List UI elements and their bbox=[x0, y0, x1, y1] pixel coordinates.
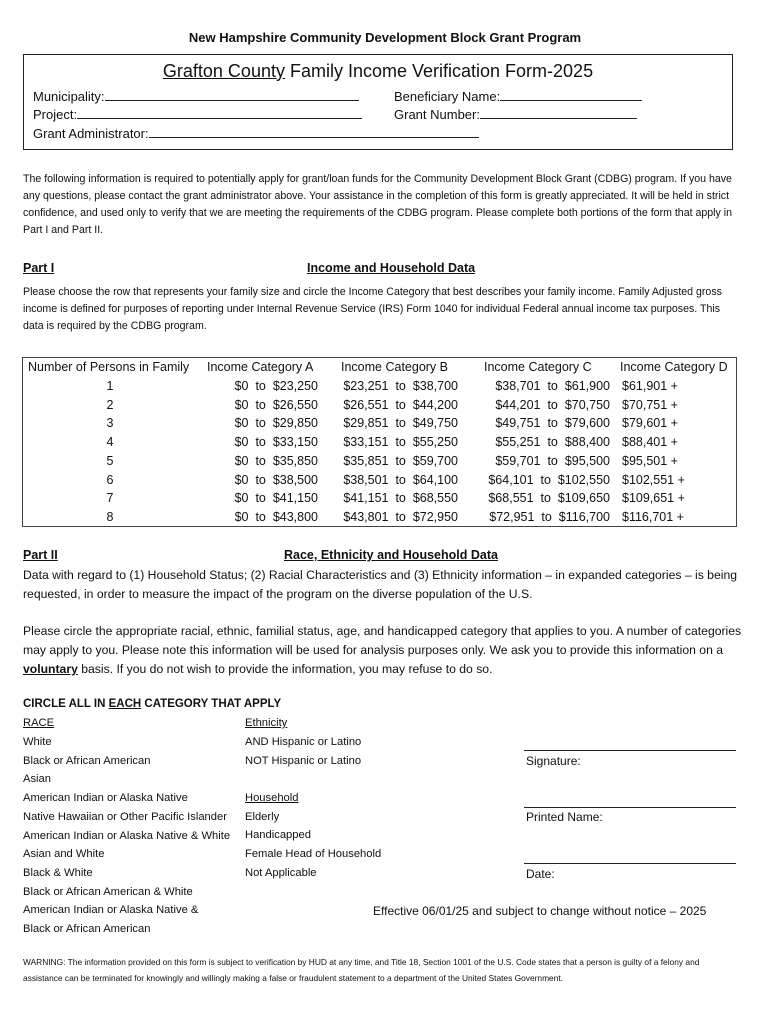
municipality-label: Municipality: bbox=[33, 89, 105, 104]
household-option[interactable]: Not Applicable bbox=[245, 867, 317, 879]
header-persons: Number of Persons in Family bbox=[28, 360, 190, 374]
circle-instruction bbox=[23, 698, 281, 710]
part2-para2-start: Please circle the appropriate racial, ethnic, familial status, age, and handicapped category that applies to you. A number of categories may apply to you. Please note this information will be used for analysis purposes only. We ask you to provide this information on a bbox=[23, 624, 742, 657]
category-a-cell: $0 to $29,850 bbox=[234, 416, 318, 431]
persons-count-cell: 7 bbox=[106, 491, 114, 506]
persons-count-cell: 2 bbox=[106, 397, 114, 412]
household-header: Household bbox=[245, 792, 299, 804]
category-a-cell: $0 to $43,800 bbox=[234, 509, 318, 524]
grant-administrator-line[interactable] bbox=[149, 125, 479, 138]
header-category-b: Income Category B bbox=[341, 360, 448, 374]
race-option[interactable]: Black or African American bbox=[23, 754, 151, 767]
project-line[interactable] bbox=[77, 106, 362, 119]
category-c-cell: $68,551 to $109,650 bbox=[488, 491, 610, 506]
race-option[interactable]: Black & White bbox=[23, 866, 93, 879]
race-option[interactable]: Asian and White bbox=[23, 848, 105, 861]
category-d-cell: $116,701 + bbox=[622, 509, 684, 524]
category-d-cell: $61,901 + bbox=[622, 379, 678, 393]
category-d-cell: $88,401 + bbox=[622, 435, 678, 450]
form-title bbox=[23, 61, 733, 82]
program-header: New Hampshire Community Development Block Grant Program bbox=[188, 30, 582, 45]
part2-paragraph-1: Data with regard to (1) Household Status; (2) Racial Characteristics and (3) Ethnicity information – in expanded categories – is being requested, in order to measure the impact of the program on the diverse population of the U.S. bbox=[23, 568, 738, 601]
grant-administrator-label: Grant Administrator: bbox=[33, 126, 149, 141]
beneficiary-field[interactable] bbox=[394, 88, 642, 104]
header-category-c: Income Category C bbox=[484, 360, 592, 374]
race-header: RACE bbox=[23, 717, 55, 729]
project-label: Project: bbox=[33, 107, 78, 122]
category-b-cell: $23,251 to $38,700 bbox=[343, 379, 458, 393]
category-d-cell: $79,601 + bbox=[622, 416, 678, 431]
race-option[interactable]: Native Hawaiian or Other Pacific Islander bbox=[23, 810, 227, 823]
part1-description: Please choose the row that represents your family size and circle the Income Category that best describes your family income. Family Adjusted gross income is defined for purposes of reporting under Internal Revenue Service (IRS) Form 1040 for individual Federal annual income tax purposes. This data is required by the CDBG program. bbox=[23, 286, 722, 332]
category-a-cell: $0 to $38,500 bbox=[234, 472, 318, 487]
category-b-cell: $35,851 to $59,700 bbox=[343, 453, 458, 468]
signature-line[interactable] bbox=[524, 750, 736, 751]
category-b-cell: $41,151 to $68,550 bbox=[343, 491, 458, 506]
part1-label: Part I bbox=[23, 261, 55, 275]
category-b-cell: $26,551 to $44,200 bbox=[343, 397, 458, 412]
category-b-cell: $33,151 to $55,250 bbox=[343, 435, 458, 450]
category-d-cell: $70,751 + bbox=[622, 397, 678, 412]
beneficiary-label: Beneficiary Name: bbox=[394, 89, 501, 104]
persons-count-cell: 8 bbox=[106, 509, 114, 524]
circle-each: EACH bbox=[108, 698, 142, 710]
part2-label: Part II bbox=[23, 548, 58, 562]
race-option[interactable]: Black or African American & White bbox=[23, 885, 193, 898]
municipality-line[interactable] bbox=[105, 88, 359, 101]
household-option[interactable]: Handicapped bbox=[245, 829, 311, 841]
warning-text: WARNING: The information provided on this form is subject to verification by HUD at any time, and Title 18, Section 1001 of the U.S. Code states that a person is guilty of a felony and assistance can be terminated for knowingly and willingly making a false or fraudulent statement to a department of the United States Government. bbox=[23, 957, 700, 983]
race-option[interactable]: White bbox=[23, 736, 52, 748]
project-field[interactable] bbox=[33, 106, 362, 122]
persons-count-cell: 4 bbox=[106, 435, 114, 450]
part2-title: Race, Ethnicity and Household Data bbox=[284, 548, 498, 562]
persons-count-cell: 1 bbox=[106, 379, 114, 393]
race-option[interactable]: American Indian or Alaska Native bbox=[23, 792, 188, 805]
ethnicity-option[interactable]: NOT Hispanic or Latino bbox=[245, 755, 362, 767]
printed-name-label: Printed Name: bbox=[526, 810, 603, 824]
county-name: Grafton County bbox=[162, 61, 285, 81]
race-option[interactable]: Asian bbox=[23, 773, 51, 786]
category-a-cell: $0 to $33,150 bbox=[234, 435, 318, 450]
household-option[interactable]: Female Head of Household bbox=[245, 848, 382, 860]
part2-para2-end: basis. If you do not wish to provide the information, you may refuse to do so. bbox=[77, 662, 493, 676]
circle-suffix: CATEGORY THAT APPLY bbox=[141, 698, 282, 710]
municipality-field[interactable] bbox=[33, 88, 359, 104]
circle-prefix: CIRCLE ALL IN bbox=[23, 698, 109, 710]
household-option[interactable]: Elderly bbox=[245, 811, 280, 823]
date-label: Date: bbox=[526, 867, 555, 881]
category-b-cell: $29,851 to $49,750 bbox=[343, 416, 458, 431]
grant-number-label: Grant Number: bbox=[394, 107, 480, 122]
persons-count-cell: 5 bbox=[106, 453, 114, 468]
category-a-cell: $0 to $23,250 bbox=[234, 379, 318, 393]
date-line[interactable] bbox=[524, 863, 736, 864]
persons-count-cell: 6 bbox=[106, 472, 114, 487]
voluntary-word: voluntary bbox=[23, 662, 78, 676]
part2-paragraph-2 bbox=[23, 622, 743, 679]
form-title-rest: Family Income Verification Form-2025 bbox=[284, 61, 594, 81]
category-c-cell: $49,751 to $79,600 bbox=[495, 416, 610, 431]
category-a-cell: $0 to $41,150 bbox=[234, 491, 318, 506]
signature-label: Signature: bbox=[526, 754, 581, 768]
grant-number-line[interactable] bbox=[480, 106, 637, 119]
category-a-cell: $0 to $35,850 bbox=[234, 453, 318, 468]
category-c-cell: $64,101 to $102,550 bbox=[488, 472, 610, 487]
intro-paragraph: The following information is required to potentially apply for grant/loan funds for the Community Development Block Grant (CDBG) program. If you have any questions, please contact the grant administrator above. Your assistance in the completion of this form is greatly appreciated. It will be held in strict confidence, and used only to verify that we are meeting the requirements of the CDBG program. Please complete both portions of the form that apply in Part I and Part II. bbox=[23, 173, 732, 236]
effective-date-note: Effective 06/01/25 and subject to change without notice – 2025 bbox=[373, 904, 707, 918]
race-option[interactable]: Black or African American bbox=[23, 923, 151, 935]
category-c-cell: $55,251 to $88,400 bbox=[495, 435, 610, 450]
race-option[interactable]: American Indian or Alaska Native & bbox=[23, 904, 199, 917]
grant-administrator-field[interactable] bbox=[33, 125, 479, 141]
race-option[interactable]: American Indian or Alaska Native & White bbox=[23, 829, 231, 842]
header-category-d: Income Category D bbox=[620, 360, 728, 374]
header-category-a: Income Category A bbox=[207, 360, 314, 374]
category-b-cell: $38,501 to $64,100 bbox=[343, 472, 458, 487]
grant-number-field[interactable] bbox=[394, 106, 637, 122]
beneficiary-line[interactable] bbox=[500, 88, 642, 101]
category-c-cell: $72,951 to $116,700 bbox=[489, 509, 610, 524]
category-d-cell: $95,501 + bbox=[622, 453, 678, 468]
category-a-cell: $0 to $26,550 bbox=[234, 397, 318, 412]
ethnicity-header: Ethnicity bbox=[245, 717, 288, 729]
category-c-cell: $38,701 to $61,900 bbox=[495, 379, 610, 393]
category-d-cell: $109,651 + bbox=[622, 491, 685, 506]
category-c-cell: $44,201 to $70,750 bbox=[495, 397, 610, 412]
category-b-cell: $43,801 to $72,950 bbox=[343, 509, 458, 524]
category-c-cell: $59,701 to $95,500 bbox=[495, 453, 610, 468]
ethnicity-option[interactable]: AND Hispanic or Latino bbox=[245, 736, 362, 748]
category-d-cell: $102,551 + bbox=[622, 472, 685, 487]
printed-name-line[interactable] bbox=[524, 807, 736, 808]
persons-count-cell: 3 bbox=[106, 416, 114, 431]
part1-title: Income and Household Data bbox=[307, 261, 476, 275]
